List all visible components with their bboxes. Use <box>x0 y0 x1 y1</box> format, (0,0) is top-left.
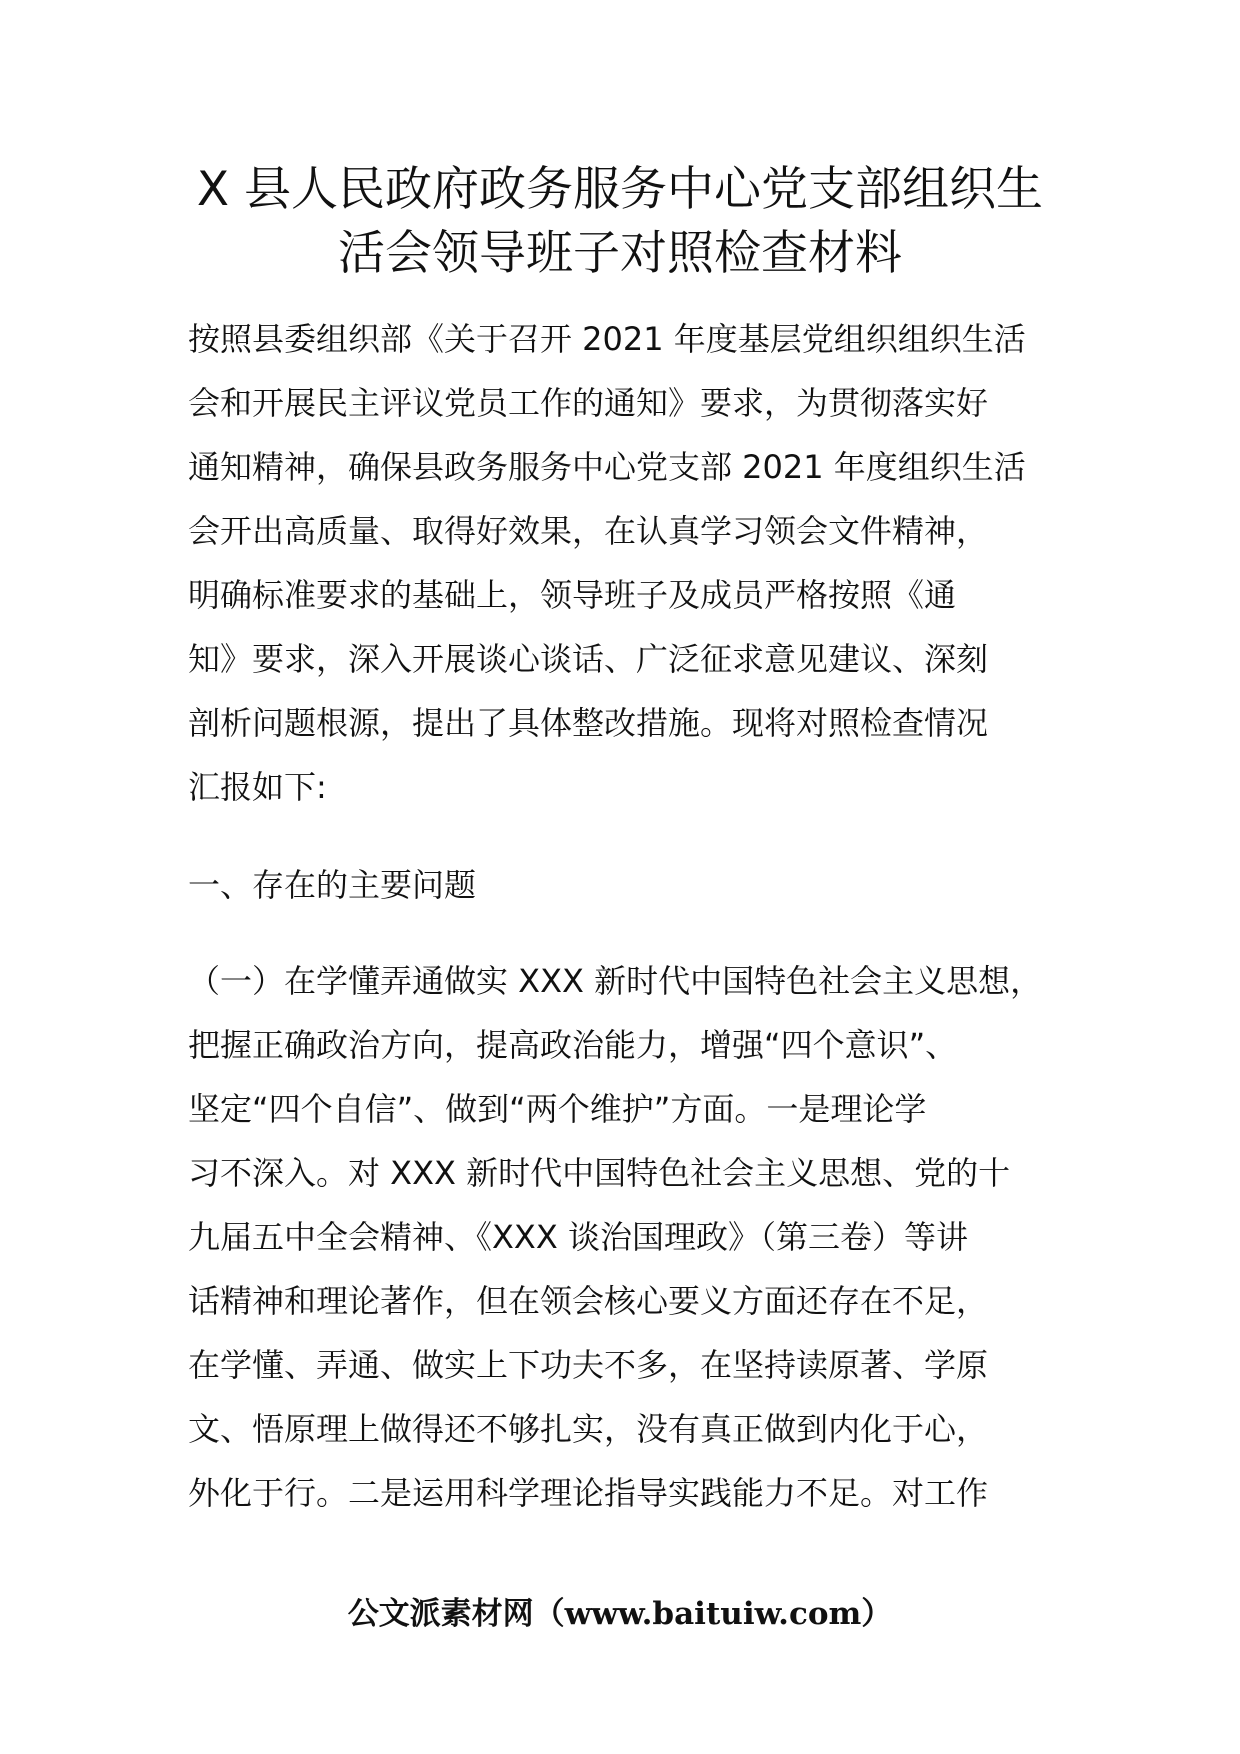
document-title-line-2: 活会领导班子对照检查材料 <box>338 226 902 281</box>
subsection-line-4: 习不深入。对 XXX 新时代中国特色社会主义思想、党的十 <box>188 1154 1011 1192</box>
footer-source-note: 公文派素材网（www.baituiw.com） <box>347 1596 893 1632</box>
intro-line-6: 知》要求，深入开展谈心谈话、广泛征求意见建议、深刻 <box>188 640 989 678</box>
intro-line-5: 明确标准要求的基础上，领导班子及成员严格按照《通 <box>188 576 957 614</box>
subsection-line-2: 把握正确政治方向，提高政治能力，增强“四个意识”、 <box>188 1026 958 1064</box>
document-title-line-1: X 县人民政府政务服务中心党支部组织生 <box>196 162 1044 217</box>
intro-line-1: 按照县委组织部《关于召开 2021 年度基层党组织组织生活 <box>188 320 1026 358</box>
subsection-line-7: 在学懂、弄通、做实上下功夫不多，在坚持读原著、学原 <box>188 1346 989 1384</box>
intro-line-4: 会开出高质量、取得好效果，在认真学习领会文件精神， <box>188 512 989 550</box>
subsection-line-5: 九届五中全会精神、《XXX 谈治国理政》（第三卷）等讲 <box>188 1218 968 1256</box>
intro-line-3: 通知精神，确保县政务服务中心党支部 2021 年度组织生活 <box>188 448 1026 486</box>
intro-line-8: 汇报如下: <box>188 768 327 806</box>
section-heading: 一、存在的主要问题 <box>188 866 477 904</box>
subsection-line-9: 外化于行。二是运用科学理论指导实践能力不足。对工作 <box>188 1474 989 1512</box>
subsection-line-1: （一）在学懂弄通做实 XXX 新时代中国特色社会主义思想， <box>188 962 1043 1000</box>
subsection-line-6: 话精神和理论著作，但在领会核心要义方面还存在不足， <box>188 1282 989 1320</box>
subsection-line-3: 坚定“四个自信”、做到“两个维护”方面。一是理论学 <box>188 1090 927 1128</box>
intro-line-7: 剖析问题根源，提出了具体整改措施。现将对照检查情况 <box>188 704 989 742</box>
intro-line-2: 会和开展民主评议党员工作的通知》要求，为贯彻落实好 <box>188 384 989 422</box>
subsection-line-8: 文、悟原理上做得还不够扎实，没有真正做到内化于心， <box>188 1410 989 1448</box>
